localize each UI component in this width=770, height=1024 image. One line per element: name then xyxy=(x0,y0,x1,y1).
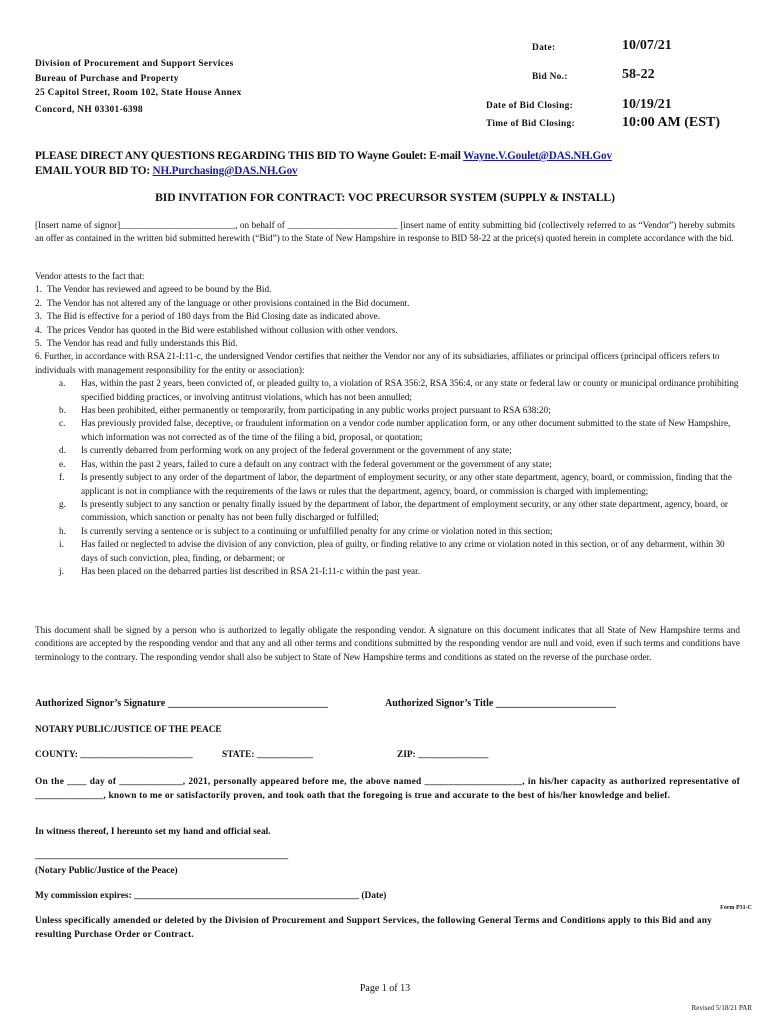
sub-list-item: f. Is presently subject to any order of the department of labor, the department of employment security, or any other state department, agency, board, or commission, finding that the applicant is not in compliance with the requirements of the laws or rules that the department, agency, board, or commission is charged with implementing; xyxy=(59,472,732,496)
revised-date: Revised 5/18/21 PAR xyxy=(691,1004,752,1012)
signor-title-field[interactable]: Authorized Signor’s Title ________________________ xyxy=(385,698,616,709)
state-field[interactable]: STATE: ____________ xyxy=(222,750,314,760)
email-bid-text: EMAIL YOUR BID TO: xyxy=(35,165,153,177)
list-item: 4. The prices Vendor has quoted in the Bid were established without collusion with other vendors. xyxy=(35,324,398,335)
intro-paragraph: [Insert name of signor]_________________________, on behalf of ________________________ [insert name of entity submitting bid (collectively referred to as “Vendor”) hereby submits an offer as contained in the written bid submitted herewith (“Bid”) to the State of New Hampshire in response to BID 58-22 at the price(s) quoted herein in complete accordance with the bid. xyxy=(35,220,735,244)
address-line-bureau: Bureau of Purchase and Property xyxy=(35,73,179,84)
sub-list xyxy=(35,377,740,578)
closing-date-label: Date of Bid Closing: xyxy=(486,101,573,111)
address-line-street: 25 Capitol Street, Room 102, State House Annex xyxy=(35,88,242,98)
bid-email-link[interactable]: NH.Purchasing@DAS.NH.Gov xyxy=(152,165,298,177)
sub-list-item: g. Is presently subject to any sanction or penalty finally issued by the department of labor, the department of employment security, or any other state department, agency, board, or commission, which sanction or penalty has not been fully discharged or fulfilled; xyxy=(59,498,728,523)
closing-time-label: Time of Bid Closing: xyxy=(486,119,575,129)
questions-text: PLEASE DIRECT ANY QUESTIONS REGARDING THIS BID TO Wayne Goulet: E-mail xyxy=(35,150,464,162)
notary-signature-caption: (Notary Public/Justice of the Peace) xyxy=(35,866,178,876)
bid-no-value: 58-22 xyxy=(622,67,655,82)
questions-line xyxy=(35,149,612,164)
terms-note: Unless specifically amended or deleted by the Division of Procurement and Support Services, the following General Terms and Conditions apply to this Bid and any resulting Purchase Order or Contract. xyxy=(35,916,712,940)
sub-list-item: e. Has, within the past 2 years, failed to cure a default on any contract with the federal government or the government of any state; xyxy=(59,458,552,469)
sub-list-item: h. Is currently serving a sentence or is subject to a continuing or unfulfilled penalty for any crime or violation noted in this section; xyxy=(59,525,553,536)
sub-list-item: i. Has failed or neglected to advise the division of any conviction, plea of guilty, or finding relative to any crime or violation noted in this section, or of any debarment, within 30 days of such conviction, plea, finding, or debarment; or xyxy=(59,539,725,563)
notary-signature-line[interactable]: ______________________________________________________ xyxy=(35,851,289,861)
sub-list-item: d. Is currently debarred from performing work on any project of the federal government or the government of any state; xyxy=(59,445,512,456)
attests-heading: Vendor attests to the fact that: xyxy=(35,271,145,281)
sub-list-item: c. Has previously provided false, deceptive, or fraudulent information on a vendor code number application form, or any other document submitted to the state of New Hampshire, which information was not corrected as of the time of the filing a bid, proposal, or quotation; xyxy=(59,418,731,442)
closing-time-value: 10:00 AM (EST) xyxy=(622,115,720,130)
questions-email-link[interactable]: Wayne.V.Goulet@DAS.NH.Gov xyxy=(463,150,612,162)
zip-field[interactable]: ZIP: _______________ xyxy=(397,750,489,760)
email-bid-line xyxy=(35,164,612,179)
sub-list-item: b. Has been prohibited, either permanently or temporarily, from participating in any public works project pursuant to RSA 638:20; xyxy=(59,405,551,416)
page-number: Page 1 of 13 xyxy=(359,983,411,994)
signor-signature-field[interactable]: Authorized Signor’s Signature ________________________________ xyxy=(35,698,328,709)
list-item: 6. Further, in accordance with RSA 21-I:11-c, the undersigned Vendor certifies that neither the Vendor nor any of its subsidiaries, affiliates or principal officers (principal officers refers to individuals with management responsibility for the entity or association): xyxy=(35,351,720,375)
list-item: 1. The Vendor has reviewed and agreed to be bound by the Bid. xyxy=(35,284,272,295)
closing-date-value: 10/19/21 xyxy=(622,97,672,112)
attests-section xyxy=(35,270,740,578)
date-value: 10/07/21 xyxy=(622,38,672,53)
notary-paragraph: On the ____ day of _____________, 2021, personally appeared before me, the above named ____________________, in his/her capacity as authorized representative of ______________, known to me or satisfactorily proven, and took oath that the foregoing is true and accurate to the best of his/her knowledge and belief. xyxy=(35,777,740,801)
address-line-division: Division of Procurement and Support Services xyxy=(35,59,234,69)
address-line-city: Concord, NH 03301-6398 xyxy=(35,104,143,115)
notary-heading: NOTARY PUBLIC/JUSTICE OF THE PEACE xyxy=(35,724,222,734)
sub-list-item: j. Has been placed on the debarred parties list described in RSA 21-I:11-c within the past year. xyxy=(59,565,420,576)
form-number: Form P31-C xyxy=(720,905,752,911)
date-label: Date: xyxy=(532,43,556,53)
sub-list-item: a. Has, within the past 2 years, been convicted of, or pleaded guilty to, a violation of RSA 356:2, RSA 356:4, or any state or federal law or county or municipal ordinance prohibiting specified bidding practices, or involving antitrust violations, which has not been annulled; xyxy=(59,378,739,402)
list-item: 5. The Vendor has read and fully understands this Bid. xyxy=(35,338,238,349)
county-field[interactable]: COUNTY: ________________________ xyxy=(35,750,193,760)
signing-paragraph: This document shall be signed by a person who is authorized to legally obligate the responding vendor. A signature on this document indicates that all State of New Hampshire terms and conditions are accepted by the responding vendor and that any and all other terms and conditions submitted by the responding vendor are null and void, even if such terms and conditions have terminology to the contrary. The responding vendor shall also be subject to State of New Hampshire terms and conditions as stated on the reverse of the purchase order. xyxy=(35,625,740,662)
address-block xyxy=(35,57,242,117)
commission-expires-field[interactable]: My commission expires: ________________________________________________ (Date) xyxy=(35,891,387,901)
list-item: 2. The Vendor has not altered any of the language or other provisions contained in the Bid document. xyxy=(35,297,410,308)
contact-block xyxy=(35,149,612,179)
bid-no-label: Bid No.: xyxy=(532,72,568,82)
list-item: 3. The Bid is effective for a period of 180 days from the Bid Closing date as indicated above. xyxy=(35,311,381,322)
witness-line: In witness thereof, I hereunto set my hand and official seal. xyxy=(35,827,271,837)
document-title: BID INVITATION FOR CONTRACT: VOC PRECURSOR SYSTEM (SUPPLY & INSTALL) xyxy=(155,191,615,204)
